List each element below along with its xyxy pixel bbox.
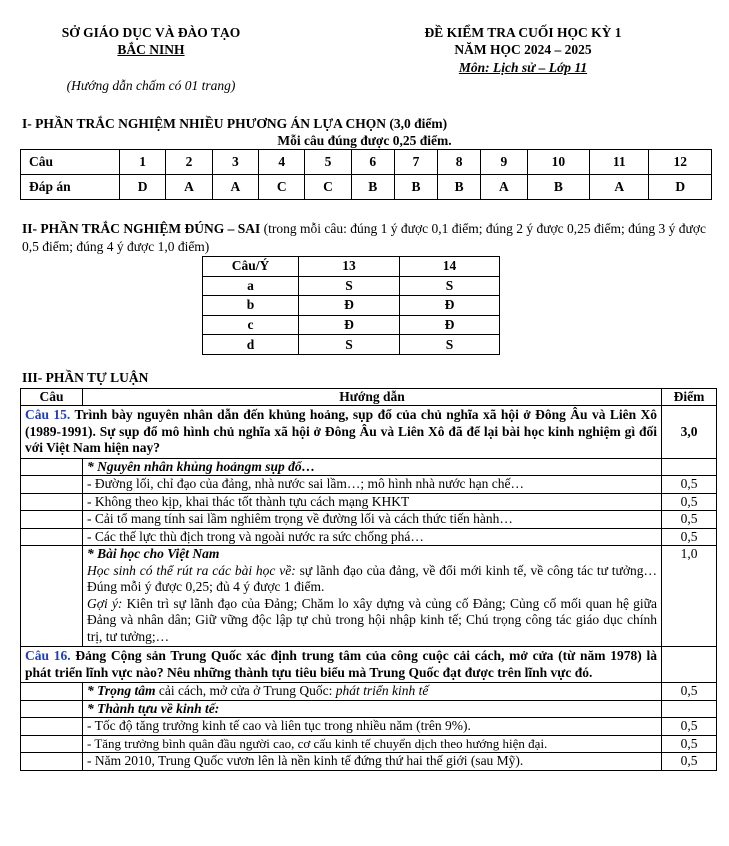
q16-achievement-text: - Tăng trưởng bình quân đầu người cao, cơ cấu kinh tế chuyển dịch theo hướng hiện đại. bbox=[83, 735, 662, 753]
q16-focus-row bbox=[21, 683, 717, 701]
q15-cause-text: - Các thế lực thù địch trong và ngoài nước ra sức chống phá… bbox=[83, 528, 662, 546]
question-row-label: Câu bbox=[21, 150, 120, 175]
tf-item-label: c bbox=[203, 315, 299, 335]
tf-header-cell: 13 bbox=[299, 257, 400, 277]
school-year: NĂM HỌC 2024 – 2025 bbox=[454, 42, 592, 57]
tf-answer: S bbox=[400, 335, 500, 355]
answer-cell: D bbox=[120, 175, 166, 200]
tf-row bbox=[203, 315, 500, 335]
tf-header-cell: 14 bbox=[400, 257, 500, 277]
q15-cause-title: * Nguyên nhân khủng hoảngm sụp đổ… bbox=[83, 458, 662, 476]
question-15-number: Câu 15. bbox=[25, 407, 71, 422]
tf-item-label: b bbox=[203, 296, 299, 316]
tf-header-row bbox=[203, 257, 500, 277]
question-number: 7 bbox=[394, 150, 437, 175]
q16-focus-score: 0,5 bbox=[662, 683, 717, 701]
section1-title: I- PHẦN TRẮC NGHIỆM NHIỀU PHƯƠNG ÁN LỰA CHỌN (3,0 điểm) bbox=[22, 116, 448, 131]
q15-cause-score: 0,5 bbox=[662, 528, 717, 546]
q15-hint-label: Gợi ý: bbox=[87, 595, 123, 611]
q16-focus-value: phát triển kinh tế bbox=[335, 683, 429, 698]
tf-answer: Đ bbox=[299, 315, 400, 335]
header-left bbox=[20, 24, 282, 58]
q16-achievement-score: 0,5 bbox=[662, 718, 717, 736]
q16-achievement-score: 0,5 bbox=[662, 735, 717, 753]
question-number: 9 bbox=[481, 150, 527, 175]
q16-achievement-text: - Tốc độ tăng trưởng kinh tế cao và liên tục trong nhiều năm (trên 9%). bbox=[83, 718, 662, 736]
q15-cause-row bbox=[21, 476, 717, 494]
question-15-prompt: Trình bày nguyên nhân dẫn đến khủng hoảng, sụp đổ của chủ nghĩa xã hội ở Đông Âu và Liên Xô (1989-1991). Sự sụp đổ mô hình chủ nghĩa xã hội ở Đông Âu và Liên Xô đã để lại bài học kinh nghiệm gì đối với Việt Nam hiện nay? bbox=[25, 407, 657, 455]
q15-cause-title-row bbox=[21, 458, 717, 476]
q15-lesson-score: 1,0 bbox=[662, 546, 717, 647]
q15-lesson-intro bbox=[87, 563, 657, 596]
question-number: 12 bbox=[649, 150, 712, 175]
tf-answer: S bbox=[299, 335, 400, 355]
answer-cell: C bbox=[259, 175, 305, 200]
q15-cause-row bbox=[21, 511, 717, 529]
question-16-number: Câu 16. bbox=[25, 648, 71, 663]
tf-answer: S bbox=[400, 276, 500, 296]
section1-subtitle: Mỗi câu đúng được 0,25 điểm. bbox=[277, 133, 452, 148]
q15-cause-score: 0,5 bbox=[662, 493, 717, 511]
q15-cause-score: 0,5 bbox=[662, 476, 717, 494]
question-number: 4 bbox=[259, 150, 305, 175]
question-15-score: 3,0 bbox=[662, 406, 717, 459]
department-name: SỞ GIÁO DỤC VÀ ĐÀO TẠO bbox=[61, 25, 241, 40]
tf-header-cell: Câu/Ý bbox=[203, 257, 299, 277]
page-note: (Hướng dẫn chấm có 01 trang) bbox=[66, 78, 236, 93]
q15-lesson-content bbox=[83, 546, 662, 647]
answer-cell: A bbox=[590, 175, 649, 200]
question-row bbox=[21, 150, 712, 175]
answer-cell: B bbox=[351, 175, 394, 200]
question-number: 1 bbox=[120, 150, 166, 175]
q15-cause-row bbox=[21, 528, 717, 546]
answer-cell: A bbox=[481, 175, 527, 200]
q15-cause-text: - Không theo kịp, khai thác tốt thành tựu cách mạng KHKT bbox=[83, 493, 662, 511]
question-15-text bbox=[21, 406, 662, 459]
section2-title bbox=[22, 220, 712, 256]
q15-cause-score: 0,5 bbox=[662, 511, 717, 529]
question-number: 6 bbox=[351, 150, 394, 175]
section3-title: III- PHẦN TỰ LUẬN bbox=[22, 370, 149, 385]
q16-focus-title: * Trọng tâm bbox=[87, 683, 156, 698]
answer-cell: B bbox=[438, 175, 481, 200]
answer-cell: A bbox=[166, 175, 212, 200]
q15-lesson-title: * Bài học cho Việt Nam bbox=[87, 546, 220, 561]
tf-row bbox=[203, 296, 500, 316]
subject-label: Môn bbox=[458, 60, 486, 75]
q16-achievement-text: - Năm 2010, Trung Quốc vươn lên là nền kinh tế đứng thứ hai thế giới (sau Mỹ). bbox=[83, 753, 662, 771]
question-number: 5 bbox=[305, 150, 351, 175]
essay-header-cell: Câu bbox=[21, 389, 83, 406]
question-16-row bbox=[21, 647, 717, 683]
question-16-text bbox=[21, 647, 662, 683]
tf-answer: S bbox=[299, 276, 400, 296]
exam-title: ĐỀ KIỂM TRA CUỐI HỌC KỲ 1 bbox=[424, 25, 622, 40]
province-name: BẮC NINH bbox=[117, 42, 185, 57]
answer-row-label: Đáp án bbox=[21, 175, 120, 200]
question-number: 10 bbox=[527, 150, 590, 175]
q15-lesson-intro-rest: sự lãnh đạo của đảng, về đổi mới kinh tế, về công tác tư tưởng… Đúng mỗi ý được 0,25; đủ 4 ý được 1 điểm. bbox=[87, 562, 657, 594]
subject-line bbox=[372, 59, 674, 76]
answer-cell: A bbox=[212, 175, 258, 200]
section2-title-rest: (trong mỗi câu: đúng 1 ý được 0,1 điểm; đúng 2 ý được 0,25 điểm; đúng 3 ý được 0,5 điểm; đúng 4 ý được 1,0 điểm) bbox=[22, 221, 706, 254]
essay-grading-table bbox=[20, 388, 717, 771]
tf-answer: Đ bbox=[299, 296, 400, 316]
essay-header-row bbox=[21, 389, 717, 406]
q15-lesson-row bbox=[21, 546, 717, 647]
answer-cell: B bbox=[527, 175, 590, 200]
q16-focus-text: cải cách, mở cửa ở Trung Quốc: bbox=[155, 683, 336, 698]
q16-achievement-row bbox=[21, 753, 717, 771]
tf-item-label: a bbox=[203, 276, 299, 296]
question-number: 11 bbox=[590, 150, 649, 175]
tf-row bbox=[203, 335, 500, 355]
question-number: 3 bbox=[212, 150, 258, 175]
q16-achievement-title: * Thành tựu về kinh tế: bbox=[83, 700, 662, 718]
multiple-choice-answer-table bbox=[20, 149, 712, 200]
q16-achievement-title-row bbox=[21, 700, 717, 718]
q16-achievement-row bbox=[21, 735, 717, 753]
tf-item-label: d bbox=[203, 335, 299, 355]
answer-cell: D bbox=[649, 175, 712, 200]
q15-cause-text: - Cải tổ mang tính sai lầm nghiêm trọng về đường lối và cách thức tiến hành… bbox=[83, 511, 662, 529]
q15-cause-row bbox=[21, 493, 717, 511]
q15-lesson-hint bbox=[87, 596, 657, 646]
q15-hint-text: Kiên trì sự lãnh đạo của Đảng; Chăm lo xây dựng và củng cố Đảng; Củng cố mối quan hệ giữa Đảng và nhân dân; Giữ vững độc lập tự chủ trong hội nhập kinh tế; Chú trọng công tác giáo dục chính trị, tư tưởng;… bbox=[87, 595, 657, 644]
section2-title-bold: II- PHẦN TRẮC NGHIỆM ĐÚNG – SAI bbox=[22, 221, 261, 236]
question-15-row bbox=[21, 406, 717, 459]
answer-row bbox=[21, 175, 712, 200]
tf-row bbox=[203, 276, 500, 296]
q16-focus bbox=[83, 683, 662, 701]
answer-cell: B bbox=[394, 175, 437, 200]
essay-header-cell: Hướng dẫn bbox=[83, 389, 662, 406]
subject-value: : Lịch sử – Lớp 11 bbox=[485, 60, 588, 75]
q15-lesson-intro-italic: Học sinh có thể rút ra các bài học về: bbox=[87, 562, 296, 578]
tf-answer: Đ bbox=[400, 315, 500, 335]
true-false-answer-table bbox=[202, 256, 500, 355]
q15-cause-text: - Đường lối, chỉ đạo của đảng, nhà nước sai lầm…; mô hình nhà nước hạn chế… bbox=[83, 476, 662, 494]
q16-achievement-row bbox=[21, 718, 717, 736]
tf-answer: Đ bbox=[400, 296, 500, 316]
question-16-prompt: Đảng Cộng sản Trung Quốc xác định trung tâm của công cuộc cải cách, mở cửa (từ năm 1978) là phát triển lĩnh vực nào? Nêu những thành tựu tiêu biểu mà Trung Quốc đạt được trên lĩnh vực đó. bbox=[25, 648, 657, 680]
question-number: 8 bbox=[438, 150, 481, 175]
header-right bbox=[372, 24, 674, 76]
essay-header-cell: Điểm bbox=[662, 389, 717, 406]
question-number: 2 bbox=[166, 150, 212, 175]
answer-cell: C bbox=[305, 175, 351, 200]
q16-achievement-score: 0,5 bbox=[662, 753, 717, 771]
